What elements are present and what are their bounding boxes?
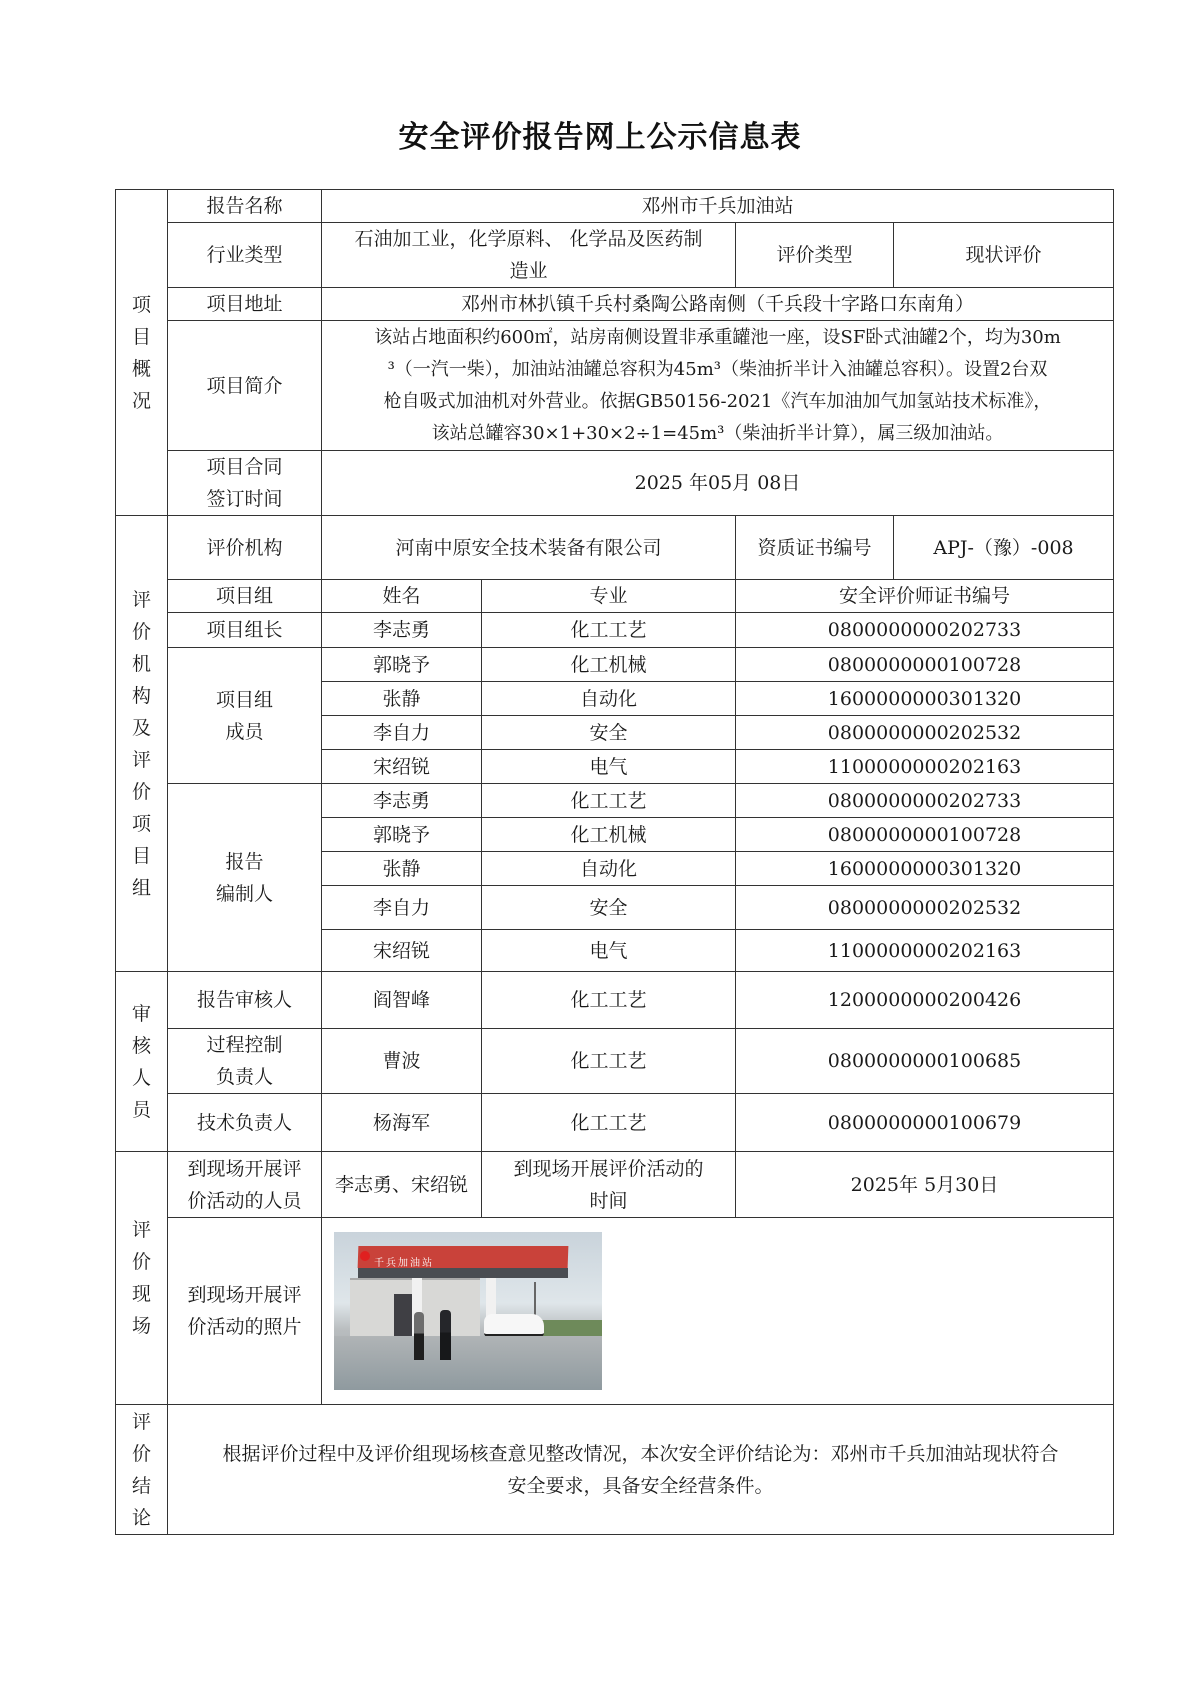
person-major: 电气 — [482, 750, 736, 784]
members-label: 项目组 成员 — [168, 648, 322, 784]
row-address — [116, 288, 1114, 321]
authors-label: 报告 编制人 — [168, 784, 322, 972]
site-people: 李志勇、宋绍锐 — [322, 1152, 482, 1218]
report-name-label: 报告名称 — [168, 190, 322, 223]
brief-line: 枪自吸式加油机对外营业。依据GB50156-2021《汽车加油加气加氢站技术标准》， — [383, 390, 1052, 412]
section-label-organization: 评 价 机 构 及 评 价 项 目 组 — [116, 516, 168, 972]
eval-type-value: 现状评价 — [894, 223, 1114, 288]
header-name: 姓名 — [322, 580, 482, 613]
brand-logo-icon — [360, 1251, 370, 1261]
person-major: 安全 — [482, 886, 736, 930]
page-title: 安全评价报告网上公示信息表 — [398, 120, 802, 155]
person-major: 化工工艺 — [482, 1029, 736, 1094]
ground — [334, 1336, 602, 1390]
parked-car — [484, 1314, 544, 1337]
cert-no: APJ-（豫）-008 — [894, 516, 1114, 580]
row-contract — [116, 451, 1114, 516]
header-major: 专业 — [482, 580, 736, 613]
site-photo-label: 到现场开展评 价活动的照片 — [168, 1218, 322, 1405]
person-major: 化工工艺 — [482, 613, 736, 648]
cert-label: 资质证书编号 — [736, 516, 894, 580]
section-label-review: 审 核 人 员 — [116, 972, 168, 1152]
person-cert: 0800000000202532 — [736, 886, 1114, 930]
person-name: 李自力 — [322, 886, 482, 930]
site-people-label: 到现场开展评 价活动的人员 — [168, 1152, 322, 1218]
site-photo-cell — [322, 1218, 1114, 1405]
industry-value: 石油加工业，化学原料、 化学品及医药制 造业 — [322, 223, 736, 288]
row-team-headers — [116, 580, 1114, 613]
header-cert: 安全评价师证书编号 — [736, 580, 1114, 613]
report-name-value: 邓州市千兵加油站 — [322, 190, 1114, 223]
person-name: 张静 — [322, 682, 482, 716]
person-name: 李志勇 — [322, 784, 482, 818]
leader-label: 项目组长 — [168, 613, 322, 648]
person-major: 化工机械 — [482, 818, 736, 852]
person-name: 阎智峰 — [322, 972, 482, 1029]
person-cert: 1200000000200426 — [736, 972, 1114, 1029]
row-site-people — [116, 1152, 1114, 1218]
org-name: 河南中原安全技术装备有限公司 — [322, 516, 736, 580]
person-cert: 1600000000301320 — [736, 852, 1114, 886]
table-row — [116, 648, 1114, 682]
station-sign: 千兵加油站 — [374, 1258, 434, 1269]
person-cert: 1600000000301320 — [736, 682, 1114, 716]
person-cert: 0800000000202733 — [736, 613, 1114, 648]
site-time: 2025年 5月30日 — [736, 1152, 1114, 1218]
contract-date: 2025 年05月 08日 — [322, 451, 1114, 516]
table-row — [116, 784, 1114, 818]
person-name: 曹波 — [322, 1029, 482, 1094]
person-major: 化工工艺 — [482, 972, 736, 1029]
brief-line: 该站总罐容30×1+30×2÷1=45m³（柴油折半计算），属三级加油站。 — [431, 422, 1004, 444]
reviewer-label: 报告审核人 — [168, 972, 322, 1029]
person-major: 化工机械 — [482, 648, 736, 682]
person-name: 郭晓予 — [322, 648, 482, 682]
table-row — [116, 1029, 1114, 1094]
table-row — [116, 613, 1114, 648]
person-cert: 0800000000202733 — [736, 784, 1114, 818]
person-major: 安全 — [482, 716, 736, 750]
site-time-label: 到现场开展评价活动的 时间 — [482, 1152, 736, 1218]
tech-label: 技术负责人 — [168, 1094, 322, 1152]
person-cert: 0800000000100728 — [736, 648, 1114, 682]
row-brief — [116, 321, 1114, 451]
brief-label: 项目简介 — [168, 321, 322, 451]
person-name: 宋绍锐 — [322, 930, 482, 972]
contract-label: 项目合同 签订时间 — [168, 451, 322, 516]
eval-type-label: 评价类型 — [736, 223, 894, 288]
section-label-site: 评 价 现 场 — [116, 1152, 168, 1405]
info-table — [115, 189, 1114, 1535]
row-site-photo — [116, 1218, 1114, 1405]
section-label-overview: 项 目 概 况 — [116, 190, 168, 516]
person-major: 自动化 — [482, 682, 736, 716]
person-name: 李志勇 — [322, 613, 482, 648]
person-cert: 0800000000100679 — [736, 1094, 1114, 1152]
address-value: 邓州市林扒镇千兵村桑陶公路南侧（千兵段十字路口东南角） — [322, 288, 1114, 321]
person-major: 自动化 — [482, 852, 736, 886]
row-conclusion — [116, 1405, 1114, 1535]
person-major: 电气 — [482, 930, 736, 972]
person-cert: 1100000000202163 — [736, 750, 1114, 784]
person-name: 杨海军 — [322, 1094, 482, 1152]
person-name: 李自力 — [322, 716, 482, 750]
site-photo — [334, 1232, 602, 1390]
brief-line: ³（一汽一柴），加油站油罐总容积为45m³（柴油折半计入油罐总容积）。设置2台双 — [387, 358, 1048, 380]
org-label: 评价机构 — [168, 516, 322, 580]
person-name: 宋绍锐 — [322, 750, 482, 784]
person-cert: 1100000000202163 — [736, 930, 1114, 972]
person-cert: 0800000000100728 — [736, 818, 1114, 852]
table-row — [116, 1094, 1114, 1152]
industry-label: 行业类型 — [168, 223, 322, 288]
field — [534, 1320, 602, 1336]
row-report-name — [116, 190, 1114, 223]
process-label: 过程控制 负责人 — [168, 1029, 322, 1094]
brief-line: 该站占地面积约600㎡，站房南侧设置非承重罐池一座，设SF卧式油罐2个，均为30m — [374, 326, 1061, 348]
brief-value — [322, 321, 1114, 451]
row-industry — [116, 223, 1114, 288]
conclusion-text: 根据评价过程中及评价组现场核查意见整改情况，本次安全评价结论为：邓州市千兵加油站现状符合 安全要求，具备安全经营条件。 — [168, 1405, 1114, 1535]
person-major: 化工工艺 — [482, 1094, 736, 1152]
section-label-conclusion: 评 价 结 论 — [116, 1405, 168, 1535]
person-cert: 0800000000100685 — [736, 1029, 1114, 1094]
header-group: 项目组 — [168, 580, 322, 613]
address-label: 项目地址 — [168, 288, 322, 321]
person-major: 化工工艺 — [482, 784, 736, 818]
person-cert: 0800000000202532 — [736, 716, 1114, 750]
row-org — [116, 516, 1114, 580]
person-figure — [440, 1310, 451, 1360]
person-name: 郭晓予 — [322, 818, 482, 852]
person-figure — [414, 1312, 424, 1360]
table-row — [116, 972, 1114, 1029]
person-name: 张静 — [322, 852, 482, 886]
